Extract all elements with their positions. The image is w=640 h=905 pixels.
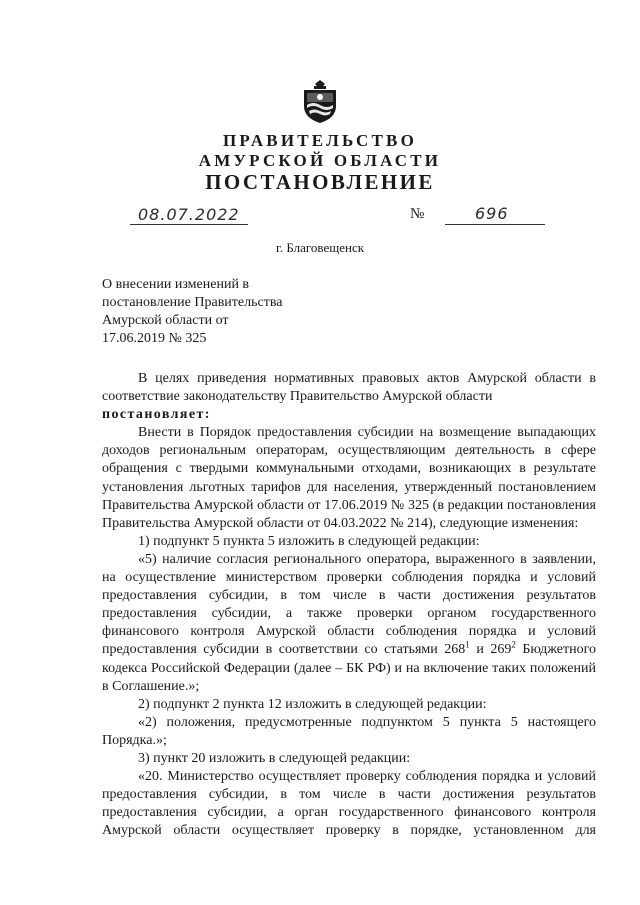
quote-item-2: «2) положения, предусмотренные подпунктом 5 пункта 5 настоящего Порядка.»; (102, 714, 596, 748)
document-date: 08.07.2022 (138, 205, 240, 224)
document-body (102, 370, 596, 840)
subject-line: О внесении изменений в (102, 277, 250, 292)
date-underline (130, 224, 248, 225)
superscript: 1 (465, 639, 470, 650)
quote-text: «5) наличие согласия регионального оператора, выраженного в заявлении, на осуществление министерством проверки соблюдения порядка и условий предоставления субсидии, в том числе в части достижения результатов предоставления субсидии, а также проверки органом государственного финансового контроля Амурской области соблюдения порядка и условий предоставления субсидии в соответствии со статьями 268 (102, 551, 596, 658)
resolves-word: постановляет: (102, 407, 211, 423)
amur-region-emblem-icon (301, 78, 339, 124)
region-title: АМУРСКОЙ ОБЛАСТИ (198, 151, 442, 170)
government-title: ПРАВИТЕЛЬСТВО (223, 131, 417, 150)
amendment-item-2: 2) подпункт 2 пункта 12 изложить в следующей редакции: (138, 696, 487, 712)
city: г. Благовещенск (275, 240, 365, 255)
amendment-item-1: 1) подпункт 5 пункта 5 изложить в следующей редакции: (138, 533, 480, 549)
number-underline (445, 224, 545, 225)
quote-text: Бюджетного кодекса Российской Федерации (далее – БК РФ) и на включение таких положений в Соглашение.»; (102, 642, 597, 694)
document-number: 696 (475, 204, 509, 223)
preamble-line: В целях приведения нормативных правовых актов Амурской области в (138, 371, 596, 386)
subject-line: Амурской области от (102, 313, 229, 328)
number-label: № (410, 206, 425, 222)
quote-item-1 (102, 551, 596, 696)
superscript: 2 (511, 639, 516, 650)
document-type: ПОСТАНОВЛЕНИЕ (205, 170, 435, 194)
subject-line: постановление Правительства (102, 295, 283, 310)
amendment-paragraph: Внести в Порядок предоставления субсидии на возмещение выпадающих доходов региональным операторам, осуществляющим деятельность в сфере обращения с твердыми коммунальными отходами, возникающих в результате установления льготных тарифов для населения, утвержденный постановлением Правительства Амурской области от 17.06.2019 № 325 (в редакции постановления Правительства Амурской области от 04.03.2022 № 214), следующие изменения: (102, 425, 596, 531)
document-subject (102, 276, 282, 348)
quote-text: и 269 (469, 642, 512, 658)
preamble-line: соответствие законодательству Правительство Амурской области (102, 389, 493, 405)
subject-line: 17.06.2019 № 325 (102, 331, 207, 346)
quote-item-3: «20. Министерство осуществляет проверку соблюдения порядка и условий предоставления субсидии, в том числе в части достижения результатов предоставления субсидии, а орган государственного финансового контроля Амурской области осуществляет проверку в порядке, установленном для (102, 769, 596, 839)
amendment-item-3: 3) пункт 20 изложить в следующей редакции: (138, 750, 411, 766)
